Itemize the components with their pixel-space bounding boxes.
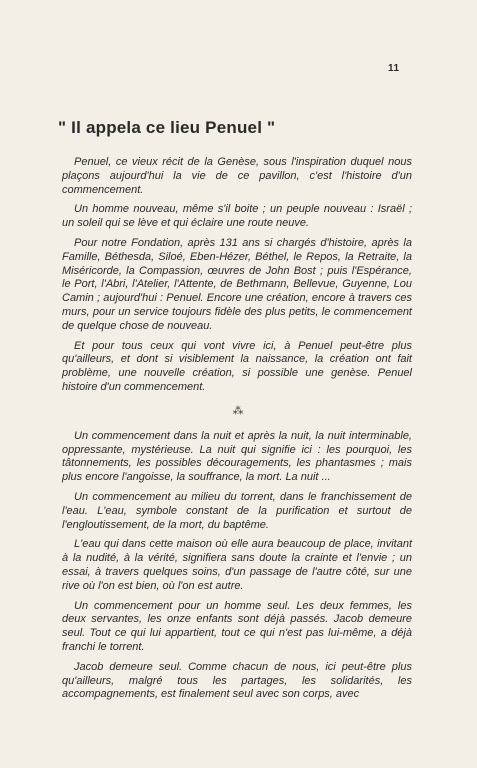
section-separator: ⁂ (232, 404, 242, 417)
page-title: " Il appela ce lieu Penuel " (58, 118, 276, 137)
paragraph: Penuel, ce vieux récit de la Genèse, sous l'inspiration duquel nous plaçons aujourd'hui la vie de ce pavillon, c'est l'histoire d'un commencement. (62, 156, 412, 196)
paragraph: Un commencement pour un homme seul. Les deux femmes, les deux servantes, les onze enfants sont déjà passés. Jacob demeure seul. Tout ce qui lui appartient, tout ce qui n'est pas lui-même, a déjà franchi le torrent. (62, 599, 412, 653)
paragraph: L'eau qui dans cette maison où elle aura beaucoup de place, invitant à la nudité, à la vérité, signifiera sans doute la crainte et l'envie ; un essai, à travers quelques soins, d'un passage de l'autre côté, sur une rive où l'on est bien, où l'on est autre. (62, 538, 412, 592)
paragraph: Et pour tous ceux qui vont vivre ici, à Penuel peut-être plus qu'ailleurs, et dont si visiblement la naissance, la création ont fait problème, une nouvelle création, si possible une genèse. Penuel histoire d'un commencement. (62, 339, 412, 393)
paragraph: Pour notre Fondation, après 131 ans si chargés d'histoire, après la Famille, Béthesda, Siloé, Eben-Hézer, Béthel, le Repos, la Retraite, la Miséricorde, la Compassion, œuvres de John Bost ; puis l'Espérance, le Port, l'Abri, l'Atelier, l'Attente, de Bethmann, Bellevue, Guyenne, Lou Camin ; aujourd'hui : Penuel. Encore une création, encore à travers ces murs, pour un service toujours fidèle des plus petits, le commencement de quelque chose de nouveau. (62, 236, 412, 332)
page-number: 11 (388, 63, 400, 74)
paragraph: Un commencement dans la nuit et après la nuit, la nuit interminable, oppressante, mystérieuse. La nuit qui signifie ici : les pourquoi, les tâtonnements, les possibles découragements, les phantasmes ; mais plus encore l'angoisse, la souffrance, la mort. La nuit ... (62, 429, 412, 484)
paragraph: Un homme nouveau, même s'il boite ; un peuple nouveau : Israël ; un soleil qui se lève et qui éclaire une route neuve. (62, 203, 412, 230)
body-text (62, 156, 412, 708)
paragraph: Un commencement au milieu du torrent, dans le franchissement de l'eau. L'eau, symbole constant de la purification et surtout de l'engloutissement, de la mort, du baptême. (62, 490, 412, 531)
paragraph: Jacob demeure seul. Comme chacun de nous, ici peut-être plus qu'ailleurs, malgré tous les partages, les solidarités, les accompagnements, est finalement seul avec son corps, avec (62, 660, 412, 701)
